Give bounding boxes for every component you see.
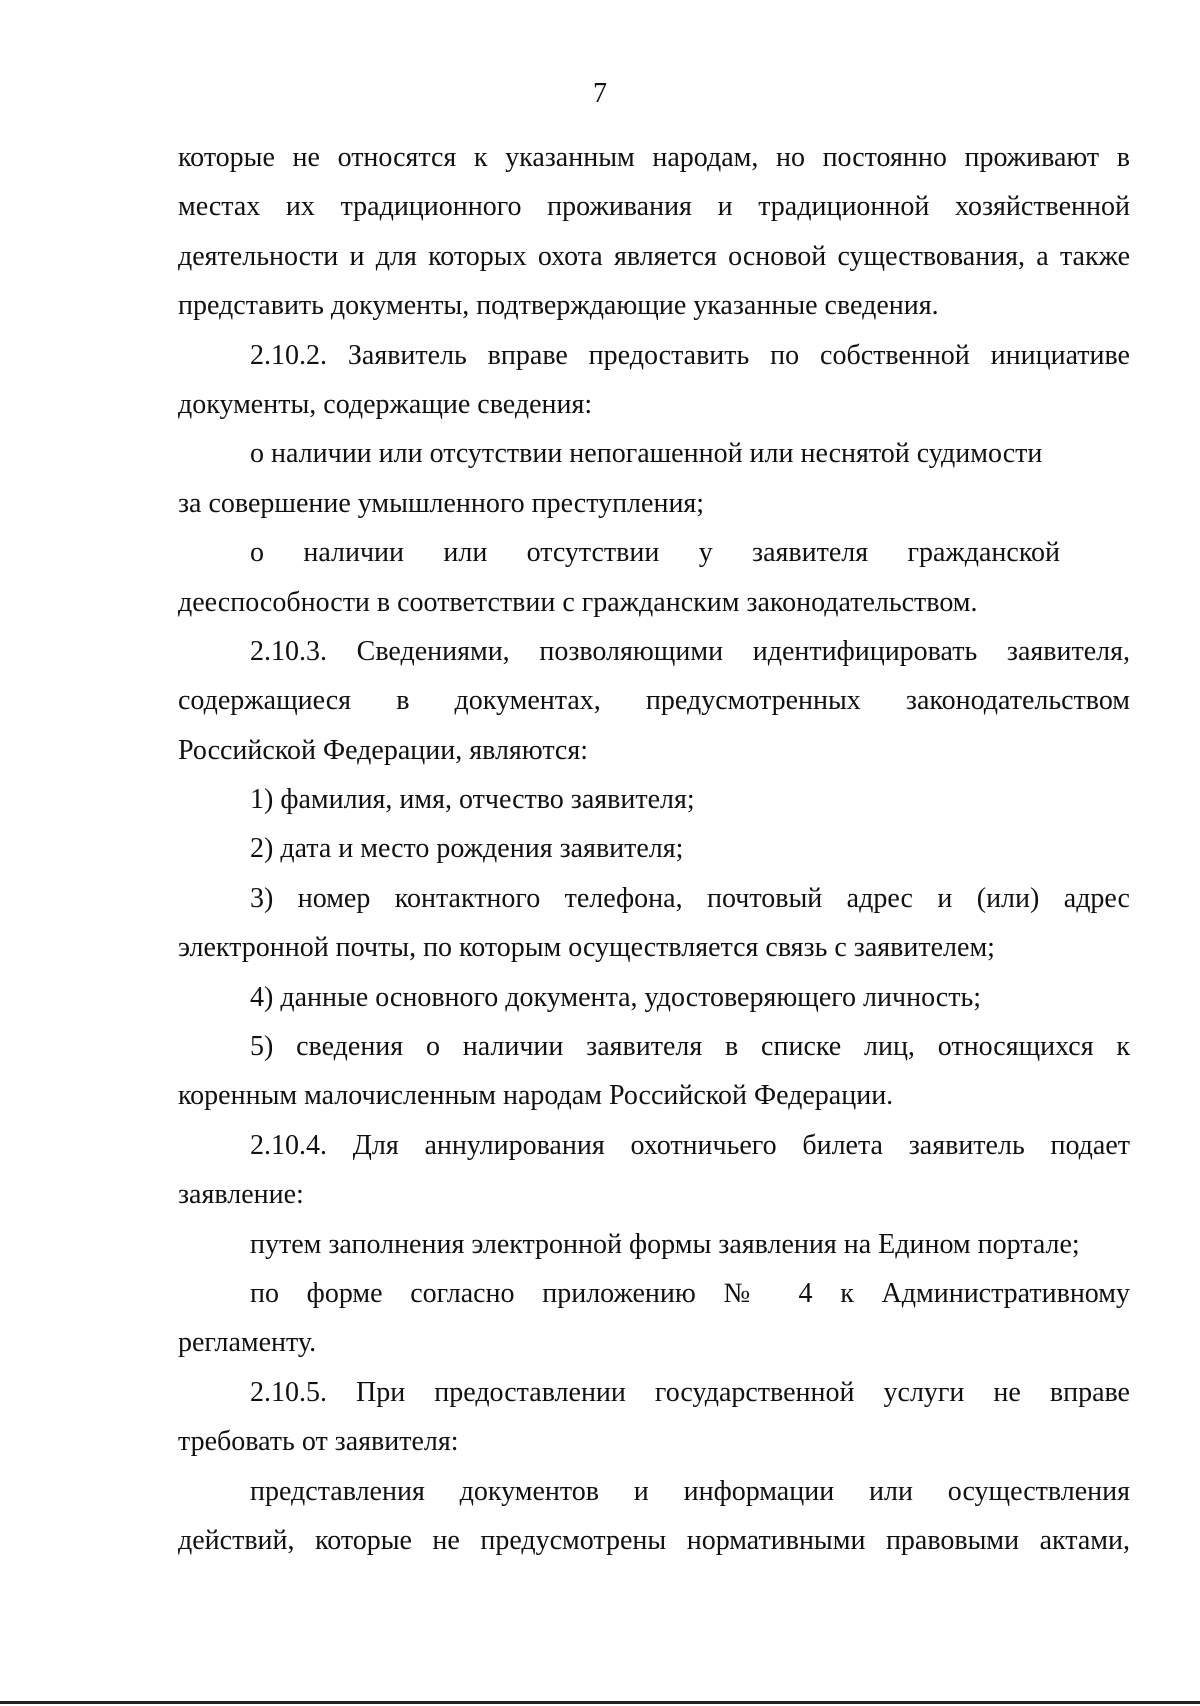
text-line: заявление: xyxy=(178,1179,304,1211)
text-line: дееспособности в соответствии с гражданским законодательством. xyxy=(178,586,978,618)
text-line: требовать от заявителя: xyxy=(178,1426,459,1458)
document-body xyxy=(178,133,1130,1565)
paragraph-2-10-2-line: 2.10.2. Заявитель вправе предоставить по собственной инициативе xyxy=(250,339,1130,371)
list-item-line: 5) сведения о наличии заявителя в списке лиц, относящихся к xyxy=(250,1031,1130,1063)
list-item-line: 4) данные основного документа, удостоверяющего личность; xyxy=(250,981,981,1013)
paragraph-2-10-3-line: 2.10.3. Сведениями, позволяющими идентифицировать заявителя, xyxy=(250,635,1130,667)
list-item-line: путем заполнения электронной формы заявления на Едином портале; xyxy=(250,1228,1080,1260)
text-line: которые не относятся к указанным народам, но постоянно проживают в xyxy=(178,142,1130,173)
list-item-line: 2) дата и место рождения заявителя; xyxy=(250,833,684,865)
paragraph-2-10-4-line: 2.10.4. Для аннулирования охотничьего билета заявитель подает xyxy=(250,1129,1130,1161)
text-line: коренным малочисленным народам Российской Федерации. xyxy=(178,1080,894,1112)
list-item-line: о наличии или отсутствии у заявителя гражданской xyxy=(250,537,1060,569)
text-line: регламенту. xyxy=(178,1327,317,1359)
text-line: за совершение умышленного преступления; xyxy=(178,487,705,519)
bottom-scan-rule xyxy=(0,1701,1200,1704)
text-line: деятельности и для которых охота является основой существования, а также xyxy=(178,240,1130,272)
text-line: электронной почты, по которым осуществляется связь с заявителем; xyxy=(178,932,995,964)
list-item-line: о наличии или отсутствии непогашенной или неснятой судимости xyxy=(250,438,1043,470)
list-item-line: 1) фамилия, имя, отчество заявителя; xyxy=(250,784,695,816)
text-line: местах их традиционного проживания и традиционной хозяйственной xyxy=(178,191,1130,223)
list-item-line: 3) номер контактного телефона, почтовый адрес и (или) адрес xyxy=(250,882,1130,914)
text-line: действий, которые не предусмотрены нормативными правовыми актами, xyxy=(178,1524,1130,1556)
text-line: Российской Федерации, являются: xyxy=(178,734,589,766)
text-line: документы, содержащие сведения: xyxy=(178,388,593,420)
text-line: содержащиеся в документах, предусмотренных законодательством xyxy=(178,685,1130,717)
page-number: 7 xyxy=(593,78,607,109)
paragraph-2-10-5-line: 2.10.5. При предоставлении государственной услуги не вправе xyxy=(250,1376,1130,1408)
list-item-line: по форме согласно приложению № 4 к Административному xyxy=(250,1277,1130,1309)
text-line: представить документы, подтверждающие указанные сведения. xyxy=(178,290,939,322)
list-item-line: представления документов и информации или осуществления xyxy=(250,1475,1130,1507)
